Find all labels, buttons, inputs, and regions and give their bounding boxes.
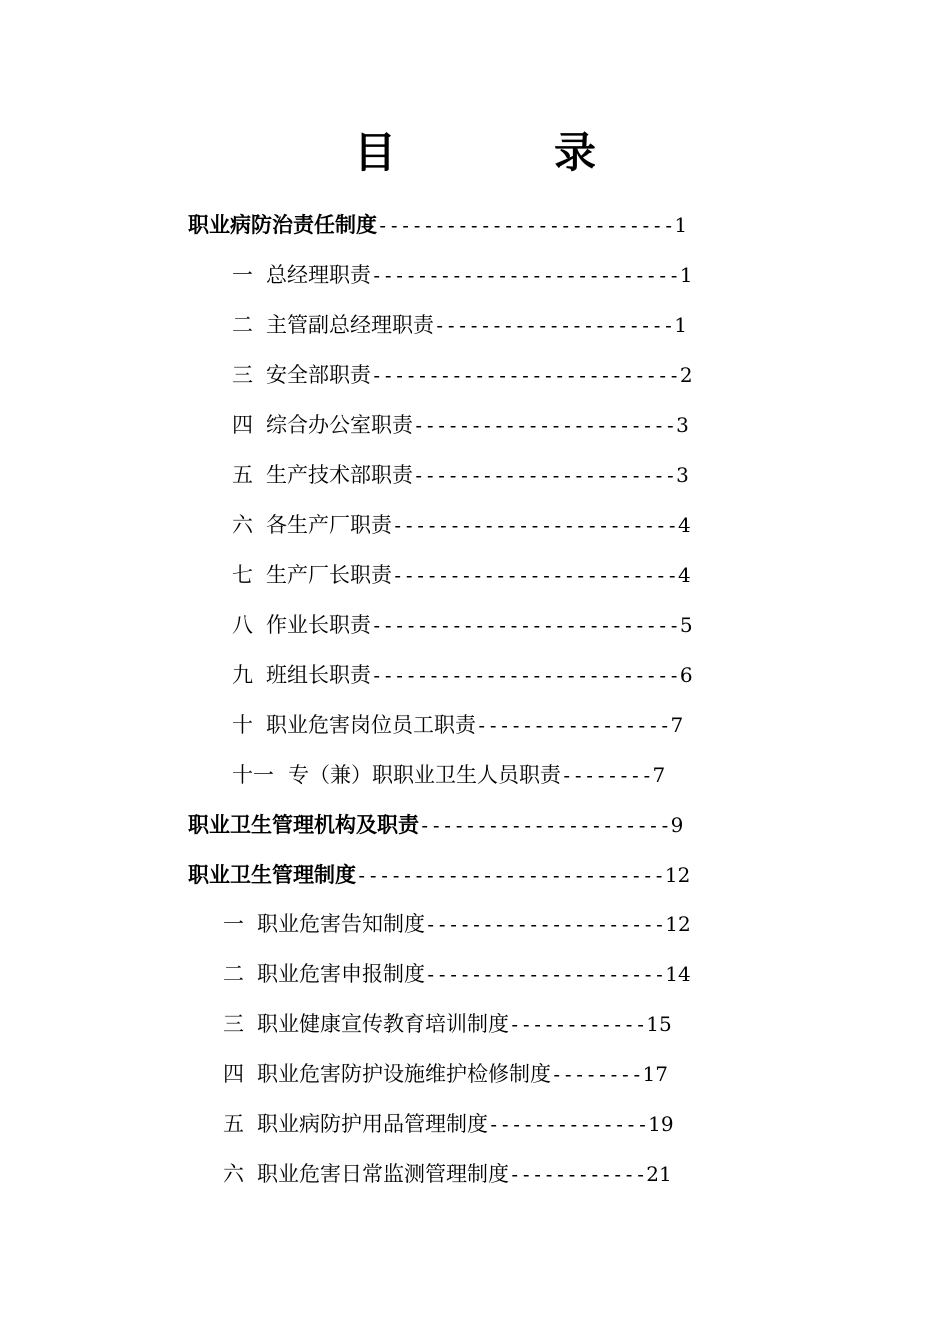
toc-entry-leader: ------------ <box>509 1014 647 1036</box>
toc-entry-page: 3 <box>676 413 689 437</box>
toc-entry-number: 九 <box>232 663 253 687</box>
toc-entry-leader: ----------------- <box>476 715 671 737</box>
toc-entry-page: 19 <box>648 1112 674 1136</box>
toc-entry-page: 3 <box>676 463 689 487</box>
toc-entry-page: 21 <box>646 1162 672 1186</box>
toc-entry-page: 1 <box>674 313 687 337</box>
toc-entry[interactable] <box>223 909 691 940</box>
toc-entry-page: 12 <box>664 863 691 887</box>
toc-entry-leader: ----------------------- <box>413 415 677 437</box>
toc-entry-number: 四 <box>232 413 253 437</box>
toc-entry-number: 八 <box>232 613 253 637</box>
toc-entry-page: 4 <box>677 563 691 587</box>
toc-entry[interactable] <box>232 460 689 491</box>
toc-entry-label: 职业危害告知制度 <box>257 912 425 936</box>
toc-entry[interactable] <box>188 860 690 891</box>
toc-entry-page: 6 <box>679 663 693 687</box>
toc-entry-page: 17 <box>642 1062 668 1086</box>
toc-entry-label: 班组长职责 <box>266 663 371 687</box>
toc-entry-label: 专（兼）职职业卫生人员职责 <box>288 763 561 787</box>
toc-entry-page: 12 <box>665 912 691 936</box>
toc-entry-leader: ------------------------- <box>392 565 678 587</box>
toc-entry[interactable] <box>223 1009 672 1040</box>
toc-entry[interactable] <box>232 710 683 741</box>
toc-entry-label: 职业病防护用品管理制度 <box>257 1112 488 1136</box>
toc-entry-number: 四 <box>223 1062 244 1086</box>
toc-entry-page: 1 <box>674 213 688 237</box>
toc-entry-page: 1 <box>679 263 693 287</box>
toc-entry[interactable] <box>223 1059 668 1090</box>
toc-entry[interactable] <box>188 210 687 241</box>
toc-entry-number: 三 <box>223 1012 244 1036</box>
toc-entry-label: 职业健康宣传教育培训制度 <box>257 1012 509 1036</box>
toc-entry-number: 六 <box>223 1162 244 1186</box>
toc-entry-label: 职业危害岗位员工职责 <box>266 713 476 737</box>
toc-entry-label: 生产厂长职责 <box>266 563 392 587</box>
toc-entry-leader: ----------------------- <box>413 465 677 487</box>
toc-entry-number: 二 <box>223 962 244 986</box>
toc-entry[interactable] <box>232 410 689 441</box>
toc-entry-leader: --------------------------- <box>371 615 680 637</box>
toc-entry-leader: --------------------- <box>425 914 666 936</box>
toc-entry-leader: --------------------------- <box>371 665 680 687</box>
toc-entry[interactable] <box>232 610 693 641</box>
toc-entry-label: 职业病防治责任制度 <box>188 212 377 237</box>
page-title: 目 录 <box>353 128 654 177</box>
toc-entry-leader: ------------ <box>509 1164 647 1186</box>
toc-entry-label: 作业长职责 <box>266 613 371 637</box>
toc-entry-label: 职业危害申报制度 <box>257 962 425 986</box>
toc-entry-number: 五 <box>223 1112 244 1136</box>
toc-entry[interactable] <box>232 310 687 341</box>
toc-entry-number: 十一 <box>232 763 274 787</box>
toc-entry[interactable] <box>232 560 691 591</box>
toc-entry-page: 7 <box>652 763 666 787</box>
toc-entry-leader: --------------------------- <box>371 265 680 287</box>
toc-entry[interactable] <box>188 810 683 841</box>
toc-entry[interactable] <box>223 1109 674 1140</box>
toc-entry-label: 职业危害日常监测管理制度 <box>257 1162 509 1186</box>
toc-entry[interactable] <box>232 760 665 791</box>
toc-entry-page: 5 <box>679 613 693 637</box>
toc-entry-label: 总经理职责 <box>266 263 371 287</box>
toc-entry[interactable] <box>223 1159 672 1190</box>
toc-entry-label: 综合办公室职责 <box>266 413 413 437</box>
toc-entry-label: 职业危害防护设施维护检修制度 <box>257 1062 551 1086</box>
toc-entry[interactable] <box>232 360 693 391</box>
toc-entry-label: 职业卫生管理制度 <box>188 862 356 887</box>
toc-entry-number: 三 <box>232 363 253 387</box>
toc-entry-label: 生产技术部职责 <box>266 463 413 487</box>
toc-entry-number: 一 <box>223 912 244 936</box>
toc-entry-leader: -------------------------- <box>377 215 675 237</box>
toc-entry[interactable] <box>232 660 693 691</box>
toc-entry-number: 一 <box>232 263 253 287</box>
toc-entry-number: 十 <box>232 713 253 737</box>
toc-entry-page: 4 <box>677 513 691 537</box>
toc-entry-leader: -------- <box>551 1064 643 1086</box>
toc-entry-page: 14 <box>665 962 691 986</box>
toc-entry-label: 安全部职责 <box>266 363 371 387</box>
toc-entry[interactable] <box>223 959 691 990</box>
toc-entry[interactable] <box>232 510 691 541</box>
toc-entry-page: 15 <box>646 1012 672 1036</box>
toc-entry-leader: ---------------------- <box>419 815 671 837</box>
toc-entry-page: 2 <box>679 363 693 387</box>
toc-entry-number: 六 <box>232 513 253 537</box>
toc-entry-leader: --------------------------- <box>356 865 665 887</box>
toc-entry-leader: -------- <box>561 765 653 787</box>
toc-entry-label: 主管副总经理职责 <box>266 313 434 337</box>
toc-entry-number: 二 <box>232 313 253 337</box>
toc-entry-number: 七 <box>232 563 253 587</box>
toc-entry-leader: --------------------- <box>434 315 675 337</box>
toc-entry-label: 各生产厂职责 <box>266 513 392 537</box>
toc-entry-label: 职业卫生管理机构及职责 <box>188 812 419 837</box>
toc-entry-page: 9 <box>670 813 684 837</box>
toc-entry-leader: --------------------- <box>425 964 666 986</box>
toc-entry-leader: ------------------------- <box>392 515 678 537</box>
toc-entry-page: 7 <box>670 713 684 737</box>
toc-entry-leader: --------------------------- <box>371 365 680 387</box>
toc-entry-leader: -------------- <box>488 1114 649 1136</box>
toc-entry[interactable] <box>232 260 693 291</box>
toc-entry-number: 五 <box>232 463 253 487</box>
